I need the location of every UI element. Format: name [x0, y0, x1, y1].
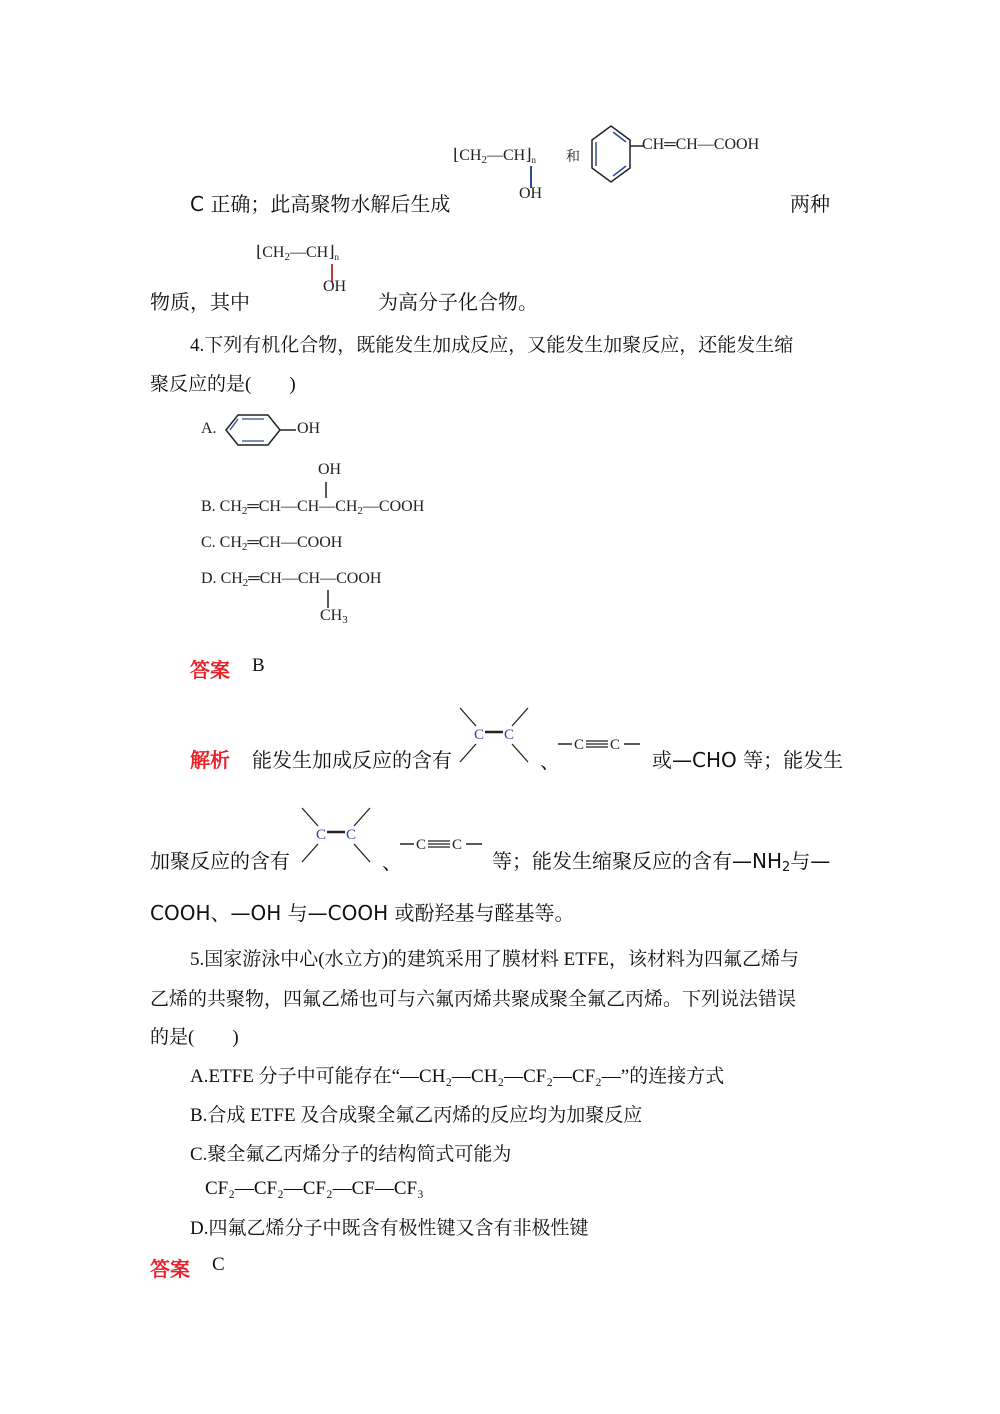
paragraph-line-end: 两种 [790, 192, 830, 216]
svg-text:C: C [452, 837, 463, 853]
carbon-double-bond-icon [298, 806, 374, 870]
svg-text:C: C [574, 737, 585, 753]
polymer-formula: $⌊CH_2—CH⌋_n$ [256, 244, 339, 263]
paragraph-line-end: 为高分子化合物。 [378, 290, 538, 314]
answer-label: 答案 [150, 1257, 190, 1281]
hydroxyl-group: OH [323, 278, 347, 295]
bond-line [326, 590, 330, 608]
option-formula: B. $CH_2═CH—CH—CH_2—COOH$ [201, 498, 425, 517]
question-4-stem: 4.下列有机化合物，既能发生加成反应，又能发生加聚反应，还能发生缩 [190, 335, 794, 356]
carbon-double-bond-icon [456, 706, 532, 770]
question-4-stem-cont: 聚反应的是( ) [150, 374, 296, 395]
question-5-stem: 5.国家游泳中心(水立方)的建筑采用了膜材料 ETFE，该材料为四氟乙烯与 [190, 949, 800, 970]
separator: 、 [540, 749, 560, 773]
svg-text:C: C [610, 737, 621, 753]
option-a: A.ETFE 分子中可能存在“—CH₂—CH₂—CF₂—CF₂—”的连接方式 [190, 1066, 725, 1087]
option-formula: D. $CH_2═CH—CH—COOH$ [201, 570, 382, 589]
option-b: B.合成 ETFE 及合成聚全氟乙丙烯的反应均为加聚反应 [190, 1105, 643, 1126]
analysis-label: 解析 [190, 748, 230, 772]
svg-text:C: C [416, 837, 427, 853]
answer-value: B [252, 655, 265, 676]
paragraph-line: C 正确；此高聚物水解后生成 [190, 192, 451, 216]
svg-text:C: C [346, 827, 357, 843]
cinnamic-chain: CH═CH—COOH [642, 136, 760, 153]
carbon-triple-bond-icon [400, 836, 484, 852]
analysis-text: 等；能发生缩聚反应的含有$—NH_2$与— [492, 849, 831, 875]
methyl-group: $CH_3$ [320, 607, 348, 626]
connector-word: 和 [566, 150, 580, 165]
analysis-text: 或—CHO 等；能发生 [652, 748, 844, 772]
option-c: C. $CH_2═CH—COOH$ [201, 534, 343, 553]
svg-text:C: C [474, 727, 485, 743]
bond-line [324, 482, 328, 498]
hydroxyl-group: OH [318, 461, 342, 478]
analysis-text: 加聚反应的含有 [150, 849, 290, 873]
option-label: A. [201, 420, 217, 437]
paragraph-line: 物质，其中 [150, 290, 250, 314]
option-d: D.四氟乙烯分子中既含有极性键又含有非极性键 [190, 1218, 589, 1239]
option-c: C.聚全氟乙丙烯分子的结构简式可能为 [190, 1144, 512, 1165]
separator: 、 [382, 850, 402, 874]
question-5-stem-cont: 乙烯的共聚物，四氟乙烯也可与六氟丙烯共聚成聚全氟乙丙烯。下列说法错误 [150, 989, 797, 1010]
answer-label: 答案 [190, 658, 230, 682]
benzene-ring-icon [222, 413, 298, 447]
analysis-text: COOH、—OH 与—COOH 或酚羟基与醛基等。 [150, 901, 575, 925]
svg-text:C: C [504, 727, 515, 743]
carbon-triple-bond-icon [558, 736, 642, 752]
hydroxyl-group: OH [297, 420, 321, 437]
option-c-formula: CF₂—CF₂—CF₂—CF—CF₃ [205, 1178, 424, 1199]
svg-text:C: C [316, 827, 327, 843]
benzene-ring-icon [586, 124, 636, 184]
hydroxyl-group: OH [519, 185, 543, 202]
answer-value: C [212, 1254, 225, 1275]
analysis-text: 能发生加成反应的含有 [252, 748, 452, 772]
question-5-stem-cont: 的是( ) [150, 1027, 239, 1048]
polymer-formula: $⌊CH_2—CH⌋_n$ [453, 147, 536, 166]
